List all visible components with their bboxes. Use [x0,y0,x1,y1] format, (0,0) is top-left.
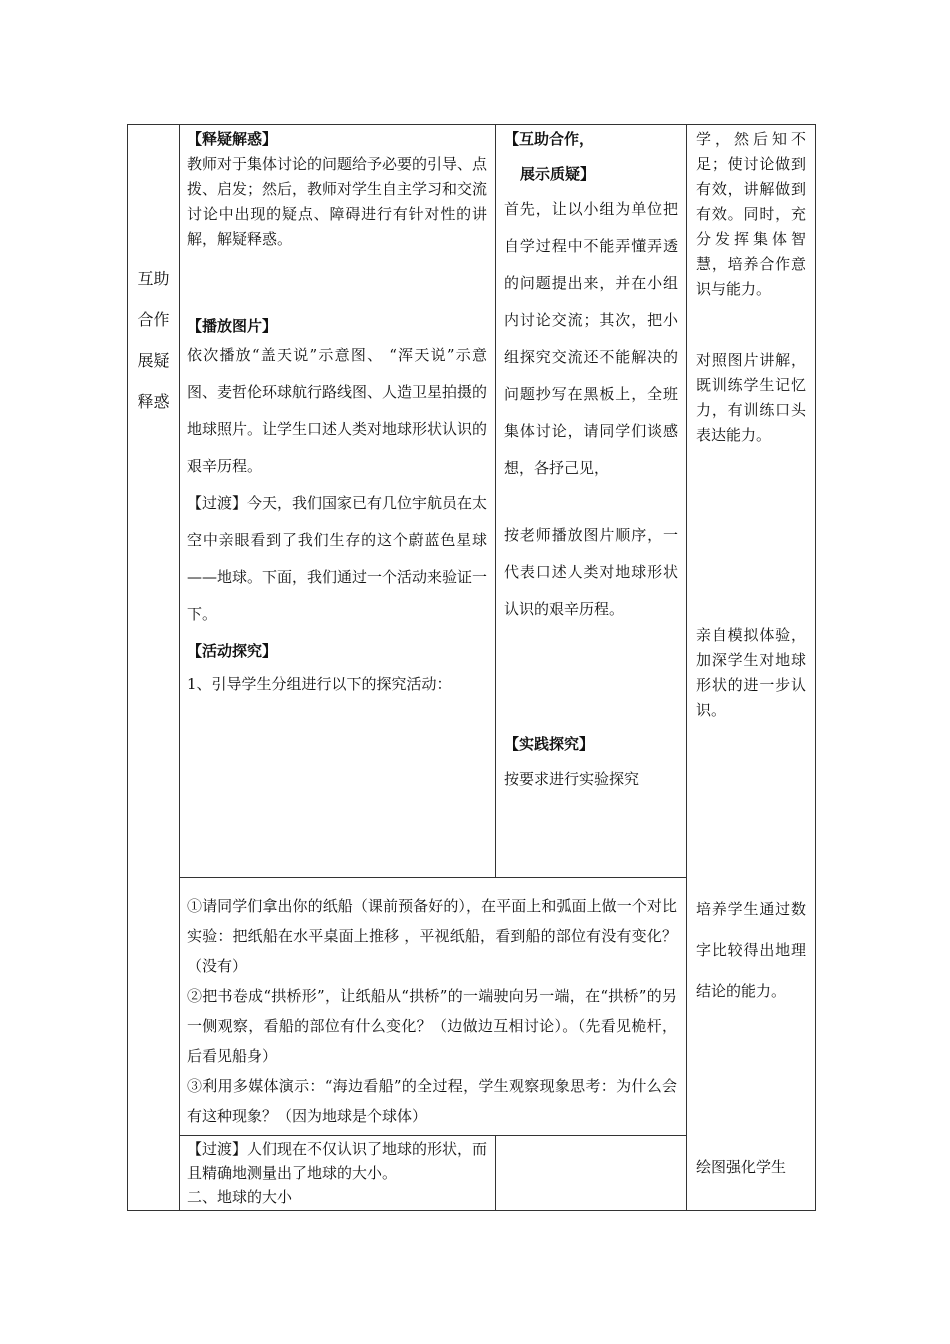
side-label-line-2: 合作 [137,310,170,329]
heading-play-images: 【播放图片】 [187,317,278,335]
activity-step-1: ①请同学们拿出你的纸船（课前预备好的），在平面上和弧面上做一个对比实验：把纸船在水平桌面上推移 ，平视纸船，看到船的部位有没有变化？（没有） [187,897,677,975]
table-divider-teacher-lower [495,1135,496,1211]
teacher-explain-text: 教师对于集体讨论的问题给予必要的引导、点拨、启发；然后，教师对学生自主学习和交流讨论中出现的疑点、障碍进行有针对性的讲解，解疑释惑。 [187,155,488,248]
table-border-right [815,124,816,1211]
teacher-column [187,127,487,697]
side-label [128,258,179,422]
activity-steps [187,891,677,1131]
heading-cooperate-line-2: 展示质疑】 [520,165,596,183]
intent-text-5: 绘图强化学生 [696,1158,787,1176]
side-label-line-3: 展疑 [137,351,170,370]
heading-practice-explore: 【实践探究】 [504,735,595,753]
transition-block [187,1137,487,1209]
heading-cooperate-line-1: 【互助合作， [504,130,595,148]
teacher-play-images-text: 依次播放“盖天说”示意图、 “浑天说”示意图、麦哲伦环球航行路线图、人造卫星拍摄的地球照片。让学生口述人类对地球形状认识的艰辛历程。 [187,346,488,475]
heading-explain: 【释疑解惑】 [187,130,278,148]
intent-text-3: 亲自模拟体验，加深学生对地球形状的进一步认识。 [696,626,806,719]
activity-step-2: ②把书卷成“拱桥形”，让纸船从“拱桥”的一端驶向另一端，在“拱桥”的另一侧观察，看船的部位有什么变化？（边做边互相讨论）。（先看见桅杆，后看见船身） [187,987,677,1065]
section-heading-earth-size: 二、地球的大小 [187,1188,293,1206]
table-divider-intent [686,124,687,1211]
activity-step-3: ③利用多媒体演示：“海边看船”的全过程，学生观察现象思考：为什么会有这种现象？（因为地球是个球体） [187,1077,677,1125]
side-label-line-4: 释惑 [137,392,170,411]
table-row-divider-1 [179,877,686,878]
intent-text-4: 培养学生通过数字比较得出地理结论的能力。 [696,900,806,1000]
teacher-transition-text: 【过渡】今天，我们国家已有几位宇航员在太空中亲眼看到了我们生存的这个蔚蓝色星球——地球。下面，我们通过一个活动来验证一下。 [187,494,488,623]
side-label-line-1: 互助 [137,269,170,288]
student-column [504,127,678,792]
student-practice-text: 按要求进行实验探究 [504,770,640,788]
heading-activity-explore: 【活动探究】 [187,642,278,660]
table-border-top [127,124,816,125]
table-border-bottom [127,1210,816,1211]
intent-text-2: 对照图片讲解，既训练学生记忆力，有训练口头表达能力。 [696,351,806,444]
student-images-text: 按老师播放图片顺序，一代表口述人类对地球形状认识的艰辛历程。 [504,526,678,618]
table-divider-teacher [495,124,496,877]
student-cooperate-text: 首先，让以小组为单位把自学过程中不能弄懂弄透的问题提出来，并在小组内讨论交流；其次，把小组探究交流还不能解决的问题抄写在黑板上，全班集体讨论，请同学们谈感想，各抒己见， [504,200,678,477]
table-row-divider-2 [179,1135,686,1136]
intent-text-1: 学，然后知不足；使讨论做到有效，讲解做到有效。同时，充分发挥集体智慧，培养合作意识与能力。 [696,130,806,298]
transition-text: 【过渡】人们现在不仅认识了地球的形状，而且精确地测量出了地球的大小。 [187,1140,488,1182]
teacher-activity-text: 1、引导学生分组进行以下的探究活动： [187,675,452,693]
table-divider-label [179,124,180,1211]
